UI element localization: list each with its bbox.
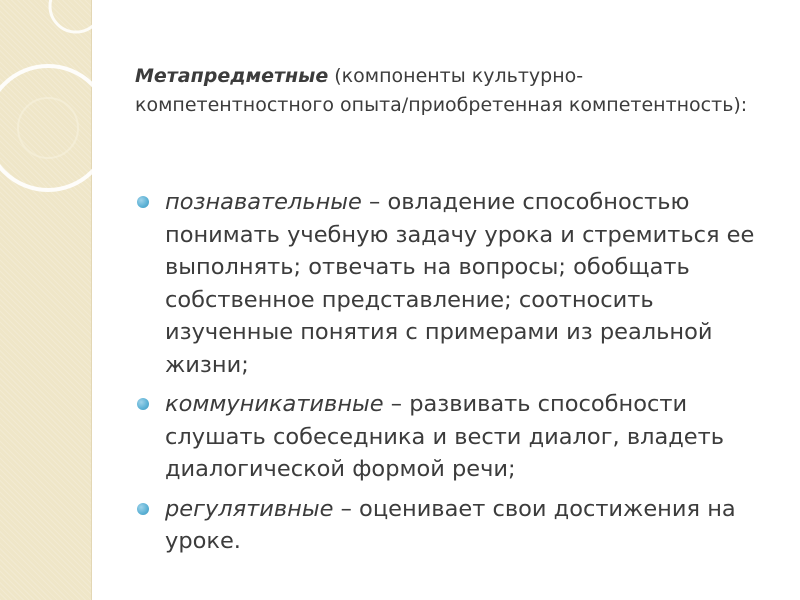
- bullet-text: – оценивает свои достижения на уроке.: [165, 495, 736, 554]
- slide-title: [135, 62, 765, 120]
- title-lead: Метапредметные: [135, 65, 329, 87]
- bullet-icon: [137, 503, 149, 515]
- decorative-ring-inner: [18, 98, 78, 158]
- decorative-rings: [0, 0, 130, 240]
- bullet-icon: [137, 196, 149, 208]
- decorative-ring-large: [0, 66, 110, 190]
- bullet-item-regulatory: [135, 493, 775, 558]
- bullet-term: коммуникативные: [165, 391, 384, 417]
- title-rest: (компоненты культурно-компетентностного опыта/приобретенная компетентность):: [135, 65, 748, 116]
- bullet-term: регулятивные: [165, 495, 334, 522]
- bullet-text: – развивать способности слушать собеседника и вести диалог, владеть диалогической формой речи;: [165, 391, 725, 482]
- decorative-ring-small: [50, 0, 102, 32]
- bullet-icon: [137, 398, 149, 410]
- bullet-text: – овладение способностью понимать учебную задачу урока и стремиться ее выполнять; отвечать на вопросы; обобщать собственное представление; соотносить изученные понятия с примерами из реальной жизни;: [165, 189, 755, 378]
- bullet-item-cognitive: [135, 186, 775, 381]
- bullet-list: [135, 186, 775, 565]
- bullet-term: познавательные: [165, 189, 362, 215]
- bullet-item-communicative: [135, 388, 775, 486]
